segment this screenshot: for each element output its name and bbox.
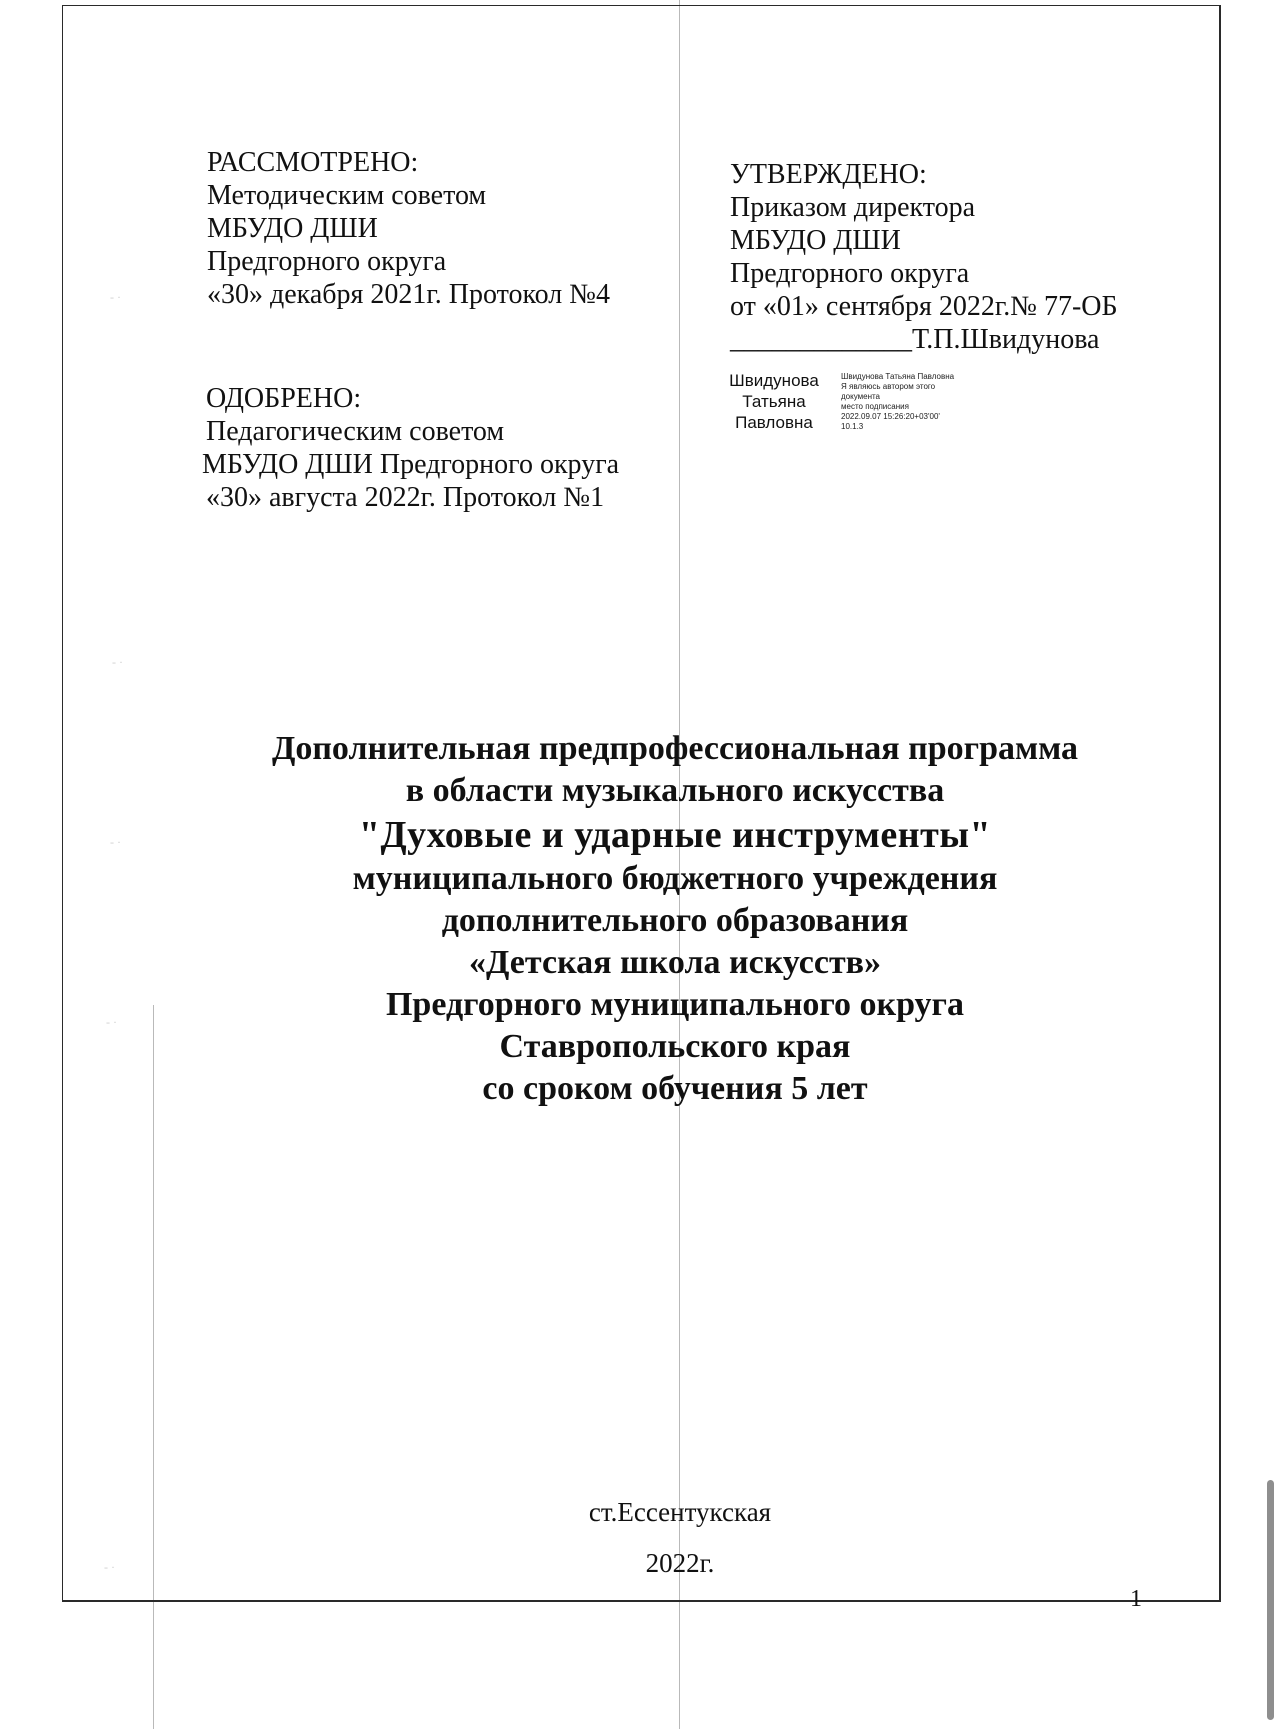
signature-meta-line: 2022.09.07 15:26:20+03'00'	[841, 412, 940, 421]
endorsed-line: Педагогическим советом	[206, 416, 505, 447]
document-year: 2022г.	[645, 1548, 715, 1578]
title-line: Предгорного муниципального округа	[385, 986, 965, 1023]
signature-name-line: Швидунова	[729, 371, 819, 390]
scan-speck: - ·	[104, 1560, 115, 1574]
approved-line: Приказом директора	[730, 192, 976, 223]
signature-meta-line: документа	[841, 392, 881, 401]
approved-heading: УТВЕРЖДЕНО:	[730, 159, 927, 190]
considered-heading: РАССМОТРЕНО:	[207, 147, 419, 178]
endorsed-heading: ОДОБРЕНО:	[206, 383, 362, 414]
signature-meta-line: 10.1.3	[841, 422, 864, 431]
considered-line: МБУДО ДШИ	[207, 213, 378, 244]
place-name: ст.Ессентукская	[588, 1497, 772, 1527]
considered-block	[207, 146, 610, 311]
director-signature-line: _____________Т.П.Швидунова	[730, 324, 1100, 355]
scrollbar-thumb[interactable]	[1267, 1480, 1274, 1720]
title-line: «Детская школа искусств»	[468, 944, 882, 981]
program-title	[120, 728, 1230, 1110]
approved-line: Предгорного округа	[730, 258, 970, 289]
scan-speck: - ·	[110, 290, 121, 304]
title-program-name: "Духовые и ударные инструменты"	[358, 814, 992, 856]
title-line: Дополнительная предпрофессиональная программа	[271, 730, 1079, 767]
scan-speck: - ·	[112, 655, 123, 669]
page-number: 1	[1130, 1586, 1142, 1612]
approved-line: от «01» сентября 2022г.№ 77-ОБ	[730, 291, 1118, 322]
signature-name	[718, 370, 830, 433]
approved-block	[730, 158, 1118, 356]
signature-name-line: Татьяна	[742, 392, 806, 411]
considered-line: Предгорного округа	[207, 246, 447, 277]
signature-meta-line: место подписания	[841, 402, 909, 411]
signature-meta-line: Я являюсь автором этого	[841, 382, 936, 391]
approved-line: МБУДО ДШИ	[730, 225, 901, 256]
considered-line: Методическим советом	[207, 180, 487, 211]
signature-meta-line: Швидунова Татьяна Павловна	[841, 372, 955, 381]
title-line: дополнительного образования	[441, 902, 909, 939]
title-line: муниципального бюджетного учреждения	[352, 860, 998, 897]
considered-line: «30» декабря 2021г. Протокол №4	[207, 279, 610, 310]
signature-metadata	[841, 372, 991, 432]
endorsed-block	[202, 382, 620, 514]
endorsed-line: «30» августа 2022г. Протокол №1	[206, 482, 605, 513]
signature-name-line: Павловна	[735, 413, 813, 432]
title-line: Ставропольского края	[499, 1028, 851, 1065]
scan-speck: - ·	[106, 1015, 117, 1029]
title-line: со сроком обучения 5 лет	[482, 1070, 868, 1107]
title-line: в области музыкального искусства	[405, 772, 945, 809]
endorsed-line: МБУДО ДШИ Предгорного округа	[202, 449, 620, 480]
scan-speck: - ·	[110, 835, 121, 849]
